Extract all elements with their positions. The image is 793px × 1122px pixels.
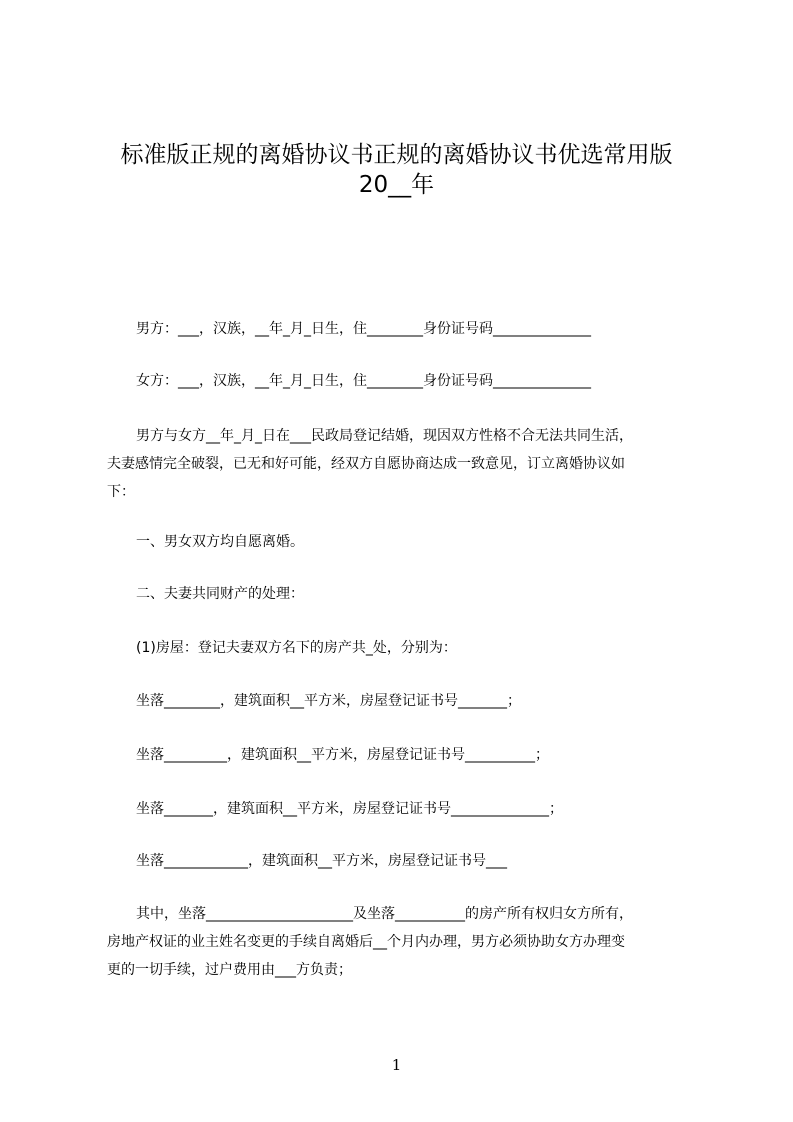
text-line: 夫妻感情完全破裂，已无和好可能，经双方自愿协商达成一致意见，订立离婚协议如 (107, 456, 625, 472)
title-line-1: 标准版正规的离婚协议书正规的离婚协议书优选常用版 (120, 142, 673, 168)
paragraph-female-party: 女方：___，汉族，__年_月_日生，住________身份证号码______________ (136, 373, 591, 389)
house-entry-4: 坐落____________，建筑面积__平方米，房屋登记证书号___ (136, 853, 507, 869)
clause-2-1-houses: (1)房屋：登记夫妻双方名下的房产共_处，分别为： (136, 640, 457, 656)
text-line: 房地产权证的业主姓名变更的手续自离婚后__个月内办理，男方必须协助女方办理变 (107, 934, 625, 950)
text-line: 下： (107, 484, 135, 500)
clause-1-voluntary-divorce: 一、男女双方均自愿离婚。 (136, 534, 304, 550)
paragraph-male-party: 男方：___，汉族，__年_月_日生，住________身份证号码______________ (136, 321, 591, 337)
paragraph-marriage-statement (107, 422, 727, 506)
paragraph-ownership-transfer (107, 900, 727, 984)
title-line-2: 20__年 (358, 172, 435, 198)
house-entry-1: 坐落________，建筑面积__平方米，房屋登记证书号_______； (136, 693, 521, 709)
text-line: 更的一切手续，过户费用由___方负责； (107, 962, 352, 978)
page-number: 1 (391, 1056, 402, 1074)
house-entry-3: 坐落_______，建筑面积__平方米，房屋登记证书号______________； (136, 801, 563, 817)
clause-2-property-heading: 二、夫妻共同财产的处理： (136, 586, 304, 602)
document-title (60, 140, 733, 200)
text-line: 男方与女方__年_月_日在___民政局登记结婚，现因双方性格不合无法共同生活， (136, 428, 633, 444)
text-line: 其中，坐落_____________________及坐落__________的房产所有权归女方所有， (136, 906, 633, 922)
house-entry-2: 坐落_________，建筑面积__平方米，房屋登记证书号__________； (136, 747, 549, 763)
